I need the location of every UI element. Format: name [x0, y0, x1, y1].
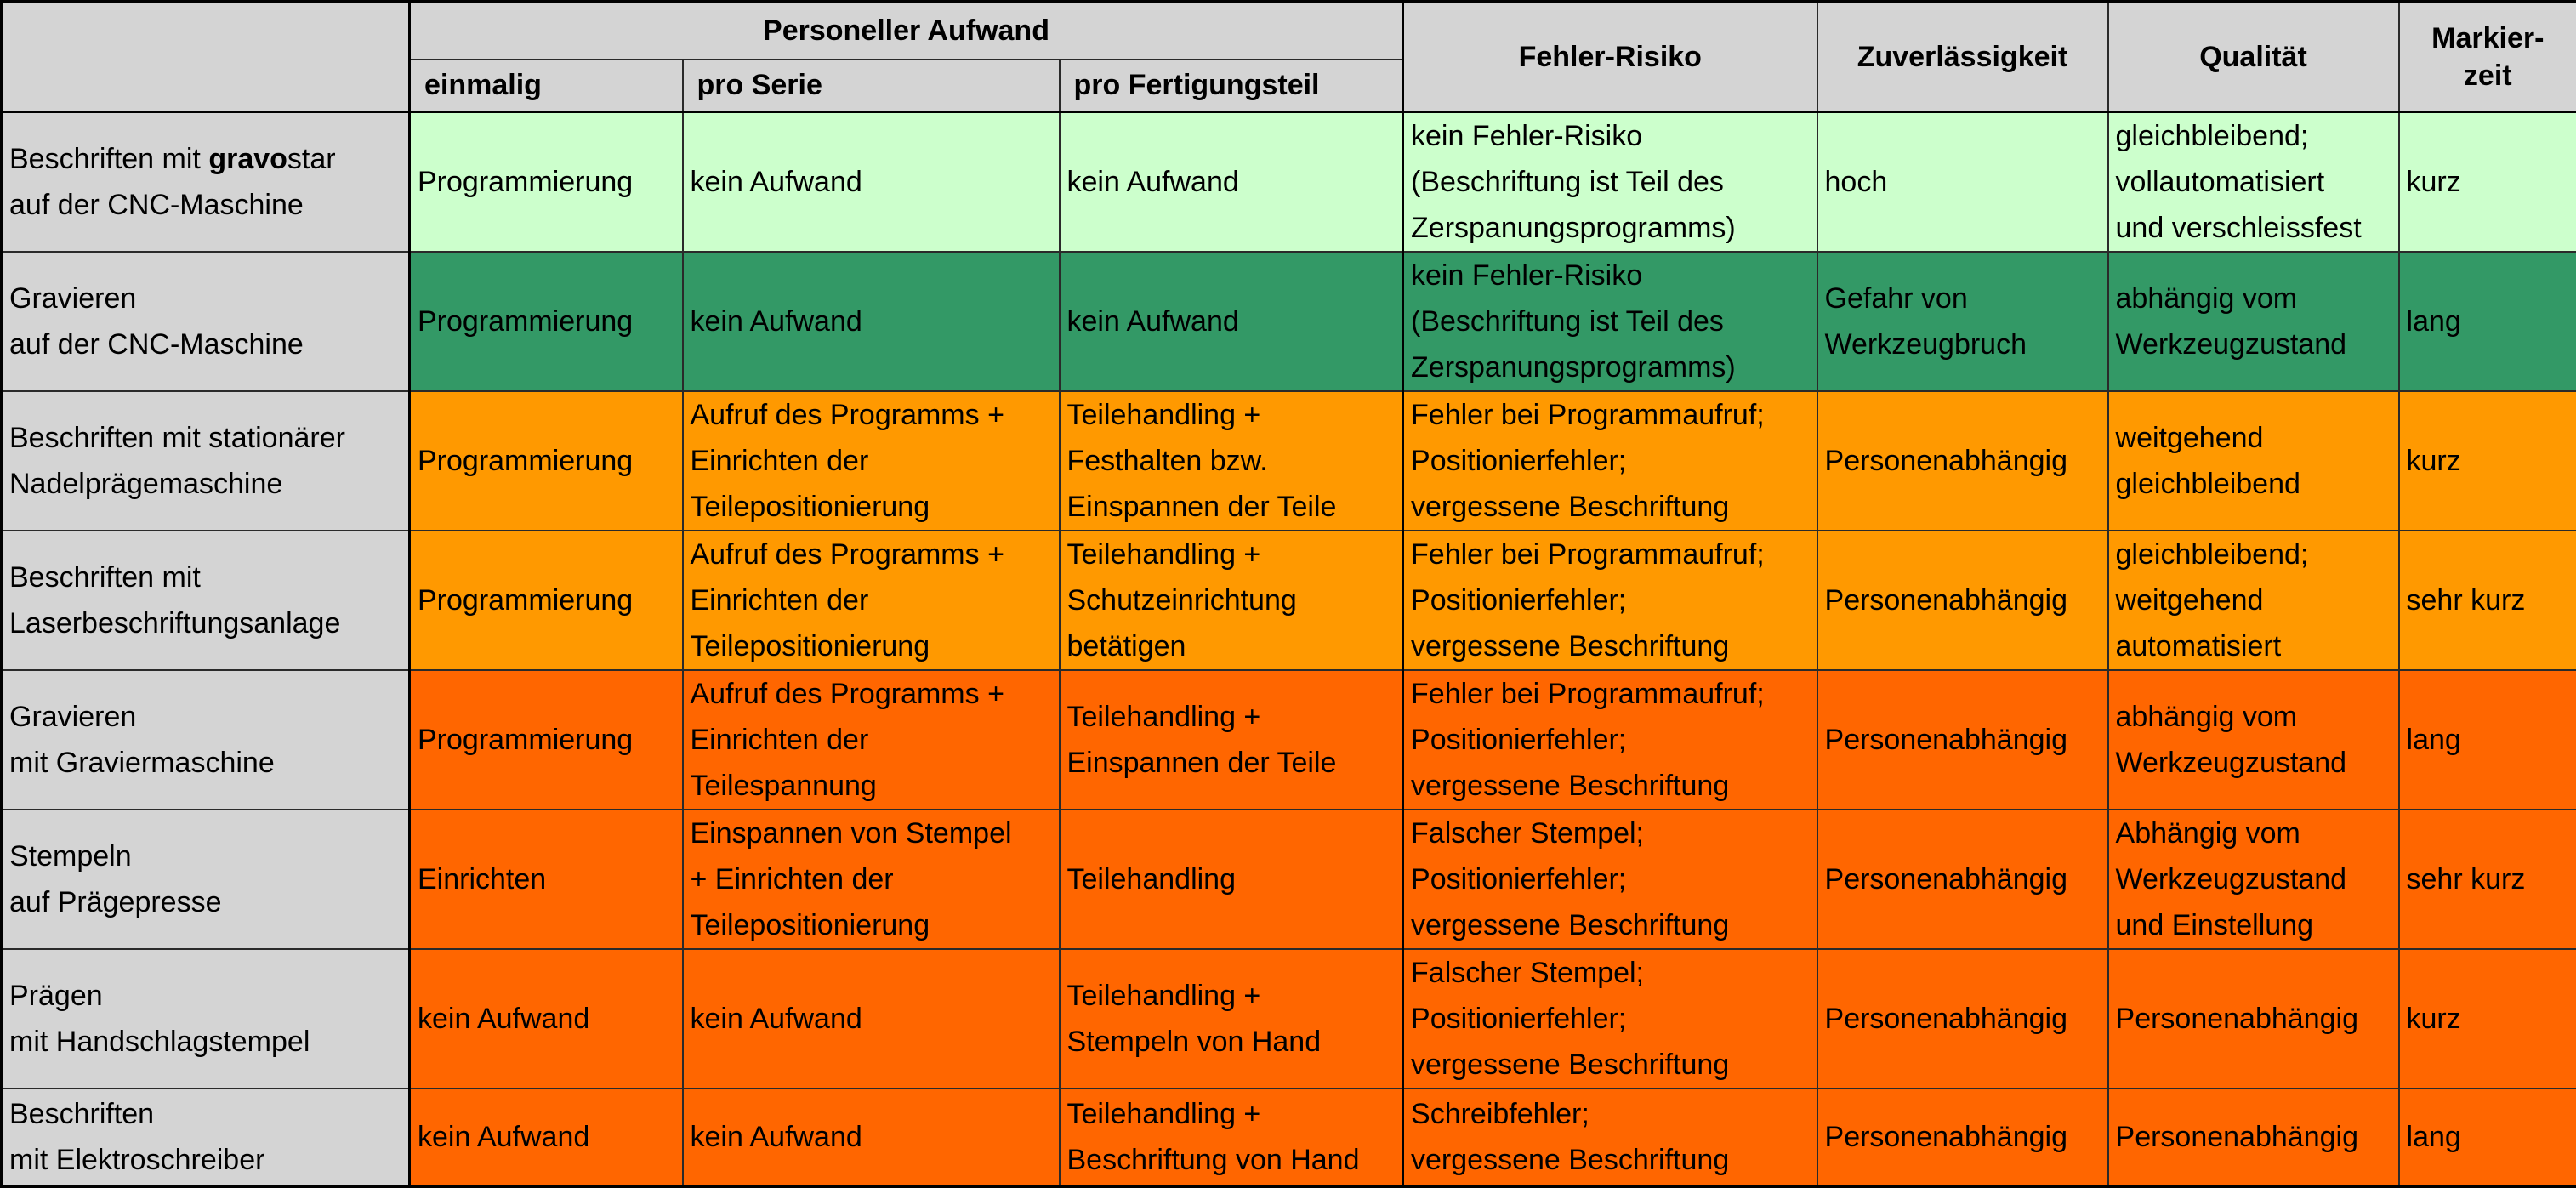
cell-pro-serie: kein Aufwand [683, 252, 1060, 391]
cell-einmalig: Einrichten [410, 810, 683, 949]
header-qualitaet: Qualität [2108, 2, 2399, 112]
cell-markierzeit: lang [2399, 252, 2576, 391]
cell-pro-fertigungsteil: Teilehandling + Stempeln von Hand [1060, 949, 1403, 1089]
row-method-label: Beschriften mit Elektroschreiber [2, 1089, 410, 1186]
cell-einmalig: kein Aufwand [410, 949, 683, 1089]
table-row [2, 252, 2576, 391]
cell-qualitaet: abhängig vom Werkzeugzustand [2108, 252, 2399, 391]
cell-einmalig: kein Aufwand [410, 1089, 683, 1186]
method-suffix: star auf der CNC-Maschine [9, 143, 336, 221]
cell-markierzeit: sehr kurz [2399, 810, 2576, 949]
cell-markierzeit: lang [2399, 1089, 2576, 1186]
cell-markierzeit: lang [2399, 670, 2576, 810]
row-method-label: Beschriften mit Laserbeschriftungsanlage [2, 531, 410, 670]
cell-qualitaet: gleichbleibend; vollautomatisiert und verschleissfest [2108, 112, 2399, 253]
header-fehler-risiko: Fehler-Risiko [1403, 2, 1817, 112]
cell-fehler-risiko: Fehler bei Programmaufruf; Positionierfehler; vergessene Beschriftung [1403, 531, 1817, 670]
cell-qualitaet: Abhängig vom Werkzeugzustand und Einstellung [2108, 810, 2399, 949]
cell-zuverlaessigkeit: hoch [1817, 112, 2108, 253]
header-zuverlaessigkeit: Zuverlässigkeit [1817, 2, 2108, 112]
method-prefix: Beschriften mit [9, 143, 208, 175]
cell-pro-fertigungsteil: Teilehandling [1060, 810, 1403, 949]
table-row [2, 112, 2576, 253]
cell-zuverlaessigkeit: Personenabhängig [1817, 810, 2108, 949]
table-row [2, 670, 2576, 810]
table-row [2, 531, 2576, 670]
cell-zuverlaessigkeit: Personenabhängig [1817, 531, 2108, 670]
table-row [2, 1089, 2576, 1186]
cell-einmalig: Programmierung [410, 112, 683, 253]
row-method-label: Stempeln auf Prägepresse [2, 810, 410, 949]
cell-pro-fertigungsteil: Teilehandling + Festhalten bzw. Einspannen der Teile [1060, 391, 1403, 531]
cell-markierzeit: kurz [2399, 112, 2576, 253]
header-empty-corner [2, 2, 410, 112]
cell-qualitaet: Personenabhängig [2108, 1089, 2399, 1186]
cell-qualitaet: gleichbleibend; weitgehend automatisiert [2108, 531, 2399, 670]
cell-zuverlaessigkeit: Gefahr von Werkzeugbruch [1817, 252, 2108, 391]
header-pro-fertigungsteil: pro Fertigungsteil [1060, 60, 1403, 112]
cell-pro-serie: Einspannen von Stempel + Einrichten der Teilepositionierung [683, 810, 1060, 949]
cell-qualitaet: Personenabhängig [2108, 949, 2399, 1089]
cell-pro-fertigungsteil: kein Aufwand [1060, 252, 1403, 391]
row-method-label: Beschriften mit stationärer Nadelprägemaschine [2, 391, 410, 531]
cell-markierzeit: kurz [2399, 949, 2576, 1089]
header-markierzeit: Markier- zeit [2399, 2, 2576, 112]
table-row [2, 949, 2576, 1089]
table-row [2, 391, 2576, 531]
table-body [2, 112, 2576, 1187]
row-method-label: Gravieren mit Graviermaschine [2, 670, 410, 810]
gravostar-brand-bold: gravo [208, 143, 287, 175]
cell-markierzeit: kurz [2399, 391, 2576, 531]
cell-fehler-risiko: Falscher Stempel; Positionierfehler; vergessene Beschriftung [1403, 949, 1817, 1089]
cell-fehler-risiko: Falscher Stempel; Positionierfehler; vergessene Beschriftung [1403, 810, 1817, 949]
cell-pro-serie: Aufruf des Programms + Einrichten der Teilepositionierung [683, 391, 1060, 531]
cell-fehler-risiko: kein Fehler-Risiko (Beschriftung ist Teil des Zerspanungsprogramms) [1403, 112, 1817, 253]
row-method-label: Gravieren auf der CNC-Maschine [2, 252, 410, 391]
cell-qualitaet: abhängig vom Werkzeugzustand [2108, 670, 2399, 810]
header-row-1 [2, 2, 2576, 60]
cell-fehler-risiko: Fehler bei Programmaufruf; Positionierfehler; vergessene Beschriftung [1403, 670, 1817, 810]
cell-pro-fertigungsteil: Teilehandling + Schutzeinrichtung betätigen [1060, 531, 1403, 670]
table-row [2, 810, 2576, 949]
cell-pro-serie: kein Aufwand [683, 112, 1060, 253]
cell-einmalig: Programmierung [410, 670, 683, 810]
header-personeller-aufwand: Personeller Aufwand [410, 2, 1403, 60]
cell-qualitaet: weitgehend gleichbleibend [2108, 391, 2399, 531]
cell-pro-serie: kein Aufwand [683, 1089, 1060, 1186]
cell-einmalig: Programmierung [410, 252, 683, 391]
header-einmalig: einmalig [410, 60, 683, 112]
cell-zuverlaessigkeit: Personenabhängig [1817, 391, 2108, 531]
table-header [2, 2, 2576, 112]
header-pro-serie: pro Serie [683, 60, 1060, 112]
cell-pro-fertigungsteil: kein Aufwand [1060, 112, 1403, 253]
row-method-label: Prägen mit Handschlagstempel [2, 949, 410, 1089]
cell-einmalig: Programmierung [410, 531, 683, 670]
cell-pro-fertigungsteil: Teilehandling + Einspannen der Teile [1060, 670, 1403, 810]
cell-pro-serie: kein Aufwand [683, 949, 1060, 1089]
cell-einmalig: Programmierung [410, 391, 683, 531]
row-method-label [2, 112, 410, 253]
cell-fehler-risiko: Fehler bei Programmaufruf; Positionierfehler; vergessene Beschriftung [1403, 391, 1817, 531]
cell-pro-fertigungsteil: Teilehandling + Beschriftung von Hand [1060, 1089, 1403, 1186]
cell-zuverlaessigkeit: Personenabhängig [1817, 1089, 2108, 1186]
cell-fehler-risiko: Schreibfehler; vergessene Beschriftung [1403, 1089, 1817, 1186]
cell-pro-serie: Aufruf des Programms + Einrichten der Teilepositionierung [683, 531, 1060, 670]
cell-markierzeit: sehr kurz [2399, 531, 2576, 670]
cell-pro-serie: Aufruf des Programms + Einrichten der Teilespannung [683, 670, 1060, 810]
cell-fehler-risiko: kein Fehler-Risiko (Beschriftung ist Teil des Zerspanungsprogramms) [1403, 252, 1817, 391]
cell-zuverlaessigkeit: Personenabhängig [1817, 670, 2108, 810]
cell-zuverlaessigkeit: Personenabhängig [1817, 949, 2108, 1089]
